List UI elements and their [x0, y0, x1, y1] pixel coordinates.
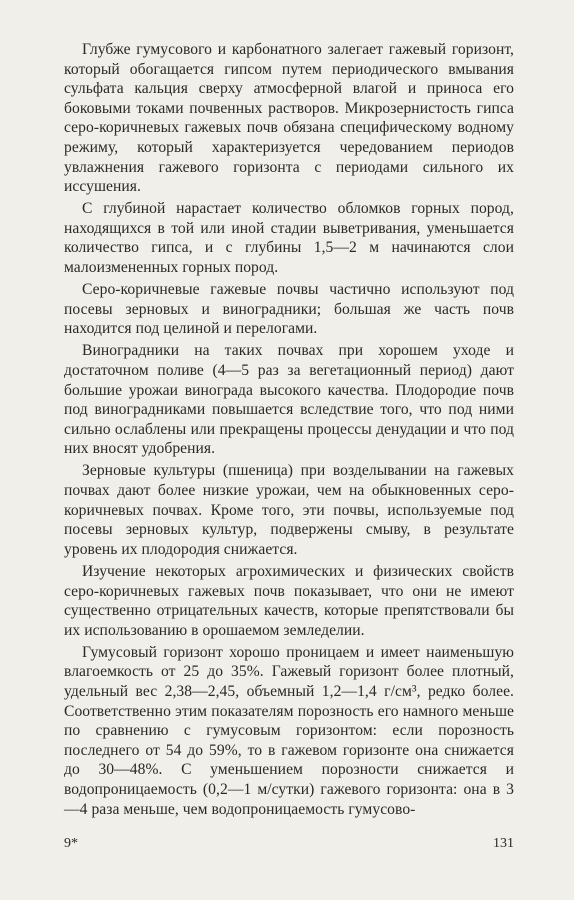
paragraph-grain-crops: Зерновые культуры (пшеница) при возделывании на гажевых почвах дают более низкие урожаи, чем на обыкновенных серо-коричневых почвах. Кроме того, эти почвы, используемые под посевы зерновых культур, подвержены смыву, в результате уровень их плодородия снижается.	[64, 462, 514, 558]
page-footer	[64, 836, 514, 858]
paragraph-depth-rocks: С глубиной нарастает количество обломков горных пород, находящихся в той или иной стадии выветривания, уменьшается количество гипса, и с глубины 1,5—2 м начинаются слои малоизмененных горных пород.	[64, 200, 514, 277]
paragraph-land-use: Серо-коричневые гажевые почвы частично используют под посевы зерновых и виноградники; большая же часть почв находится под целиной и перелогами.	[64, 281, 514, 338]
paragraph-agrochemical-properties: Изучение некоторых агрохимических и физических свойств серо-коричневых гажевых почв показывает, что они не имеют существенно отрицательных качеств, которые препятствовали бы их использованию в орошаемом земледелии.	[64, 562, 514, 639]
paragraph-gypsum-horizon: Глубже гумусового и карбонатного залегает гажевый горизонт, который обогащается гипсом путем периодического вмывания сульфата кальция сверху атмосферной влагой и приноса его боковыми токами почвенных растворов. Микрозернистость гипса серо-коричневых гажевых почв обязана специфическому водному режиму, который характеризуется чередованием периодов увлажнения гажевого горизонта с периодами сильного их иссушения.	[64, 41, 514, 196]
page-number: 131	[493, 836, 514, 851]
printer-signature: 9*	[64, 836, 78, 851]
paragraph-vineyards: Виноградники на таких почвах при хорошем уходе и достаточном поливе (4—5 раз за вегетационный период) дают большие урожаи винограда высокого качества. Плодородие почв под виноградниками повышается вследствие того, что под ними сильно ослаблены или прекращены процессы денудации и что под них вносят удобрения.	[64, 342, 514, 458]
body-text	[64, 40, 514, 822]
paragraph-humus-horizon: Гумусовый горизонт хорошо проницаем и имеет наименьшую влагоемкость от 25 до 35%. Гажевый горизонт более плотный, удельный вес 2,38—2,45, объемный 1,2—1,4 г/см³, редко более. Соответственно этим показателям порозность его намного меньше по сравнению с гумусовым горизонтом: если порозность последнего от 54 до 59%, то в гажевом горизонте она снижается до 30—48%. С уменьшением порозности снижается и водопроницаемость (0,2—1 м/сутки) гажевого горизонта: она в 3—4 раза меньше, чем водопроницаемость гумусово-	[64, 643, 514, 818]
